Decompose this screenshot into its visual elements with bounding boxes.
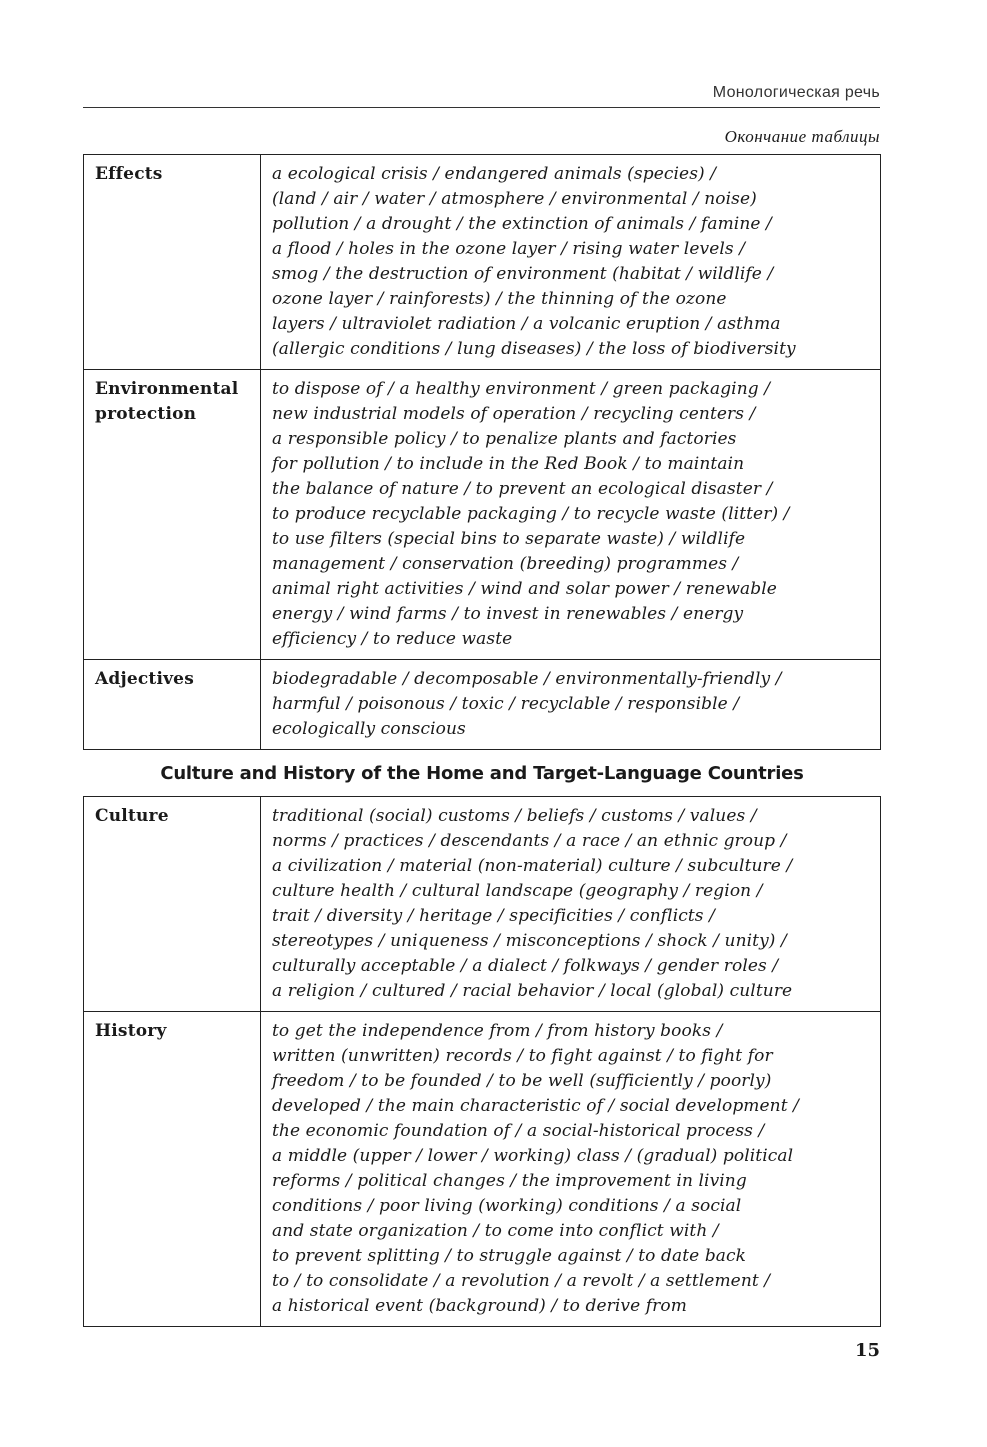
definition-line: management / conservation (breeding) programmes /: [272, 554, 739, 574]
running-head: Монологическая речь: [712, 84, 880, 101]
definition-line: a historical event (background) / to derive from: [272, 1296, 687, 1316]
definition-line: layers / ultraviolet radiation / a volcanic eruption / asthma: [272, 314, 781, 334]
definition-line: the economic foundation of / a social-historical process /: [272, 1121, 765, 1141]
definition-line: a religion / cultured / racial behavior / local (global) culture: [272, 981, 793, 1001]
definition-line: animal right activities / wind and solar power / renewable: [272, 579, 777, 599]
definition-line: to get the independence from / from history books /: [272, 1021, 723, 1041]
definition-line: a ecological crisis / endangered animals (species) /: [272, 164, 717, 184]
definition-line: new industrial models of operation / recycling centers /: [272, 404, 756, 424]
definition-line: ozone layer / rainforests) / the thinning of the ozone: [272, 289, 727, 309]
definition-line: to produce recyclable packaging / to recycle waste (litter) /: [272, 504, 790, 524]
table-row-effects: [84, 155, 881, 370]
definition-line: a civilization / material (non-material) culture / subculture /: [272, 856, 793, 876]
culture-history-vocabulary-table: [83, 796, 881, 1327]
definition-line: to dispose of / a healthy environment / green packaging /: [272, 379, 771, 399]
row-definition: [261, 155, 881, 370]
page-number: 15: [854, 1340, 880, 1361]
definition-line: reforms / political changes / the improvement in living: [272, 1171, 747, 1191]
definition-line: for pollution / to include in the Red Book / to maintain: [272, 454, 745, 474]
definition-line: freedom / to be founded / to be well (sufficiently / poorly): [272, 1071, 772, 1091]
definition-line: (land / air / water / atmosphere / environmental / noise): [272, 189, 757, 209]
row-definition: [261, 660, 881, 750]
definition-line: a responsible policy / to penalize plants and factories: [272, 429, 737, 449]
row-definition: [261, 797, 881, 1012]
table-continuation-note: Окончание таблицы: [724, 127, 880, 146]
row-term: Environmental protection: [84, 370, 261, 660]
definition-line: biodegradable / decomposable / environmentally-friendly /: [272, 669, 782, 689]
row-term: Effects: [84, 155, 261, 370]
definition-line: trait / diversity / heritage / specificities / conflicts /: [272, 906, 715, 926]
definition-line: stereotypes / uniqueness / misconceptions / shock / unity) /: [272, 931, 787, 951]
definition-line: and state organization / to come into conflict with /: [272, 1221, 719, 1241]
definition-line: the balance of nature / to prevent an ecological disaster /: [272, 479, 773, 499]
table-row-environmental-protection: [84, 370, 881, 660]
table-row-adjectives: [84, 660, 881, 750]
table-row-culture: [84, 797, 881, 1012]
section-heading: Culture and History of the Home and Target-Language Countries: [160, 763, 804, 784]
definition-line: pollution / a drought / the extinction of animals / famine /: [272, 214, 772, 234]
definition-line: traditional (social) customs / beliefs / customs / values /: [272, 806, 757, 826]
header-rule: [83, 107, 880, 108]
definition-line: harmful / poisonous / toxic / recyclable / responsible /: [272, 694, 740, 714]
definition-line: culturally acceptable / a dialect / folkways / gender roles /: [272, 956, 779, 976]
definition-line: to prevent splitting / to struggle against / to date back: [272, 1246, 747, 1266]
definition-line: efficiency / to reduce waste: [272, 629, 513, 649]
table-row-history: [84, 1012, 881, 1327]
definition-line: written (unwritten) records / to fight against / to fight for: [272, 1046, 773, 1066]
definition-line: energy / wind farms / to invest in renewables / energy: [272, 604, 744, 624]
definition-line: to use filters (special bins to separate waste) / wildlife: [272, 529, 746, 549]
row-term: History: [84, 1012, 261, 1327]
definition-line: conditions / poor living (working) conditions / a social: [272, 1196, 742, 1216]
ecology-vocabulary-table: [83, 154, 881, 750]
definition-line: norms / practices / descendants / a race / an ethnic group /: [272, 831, 787, 851]
row-definition: [261, 1012, 881, 1327]
definition-line: to / to consolidate / a revolution / a revolt / a settlement /: [272, 1271, 771, 1291]
definition-line: a flood / holes in the ozone layer / rising water levels /: [272, 239, 746, 259]
row-term: Culture: [84, 797, 261, 1012]
definition-line: (allergic conditions / lung diseases) / the loss of biodiversity: [272, 339, 796, 359]
definition-line: developed / the main characteristic of / social development /: [272, 1096, 799, 1116]
row-term: Adjectives: [84, 660, 261, 750]
definition-line: ecologically conscious: [272, 719, 466, 739]
definition-line: culture health / cultural landscape (geography / region /: [272, 881, 763, 901]
definition-line: smog / the destruction of environment (habitat / wildlife /: [272, 264, 774, 284]
row-definition: [261, 370, 881, 660]
definition-line: a middle (upper / lower / working) class / (gradual) political: [272, 1146, 794, 1166]
